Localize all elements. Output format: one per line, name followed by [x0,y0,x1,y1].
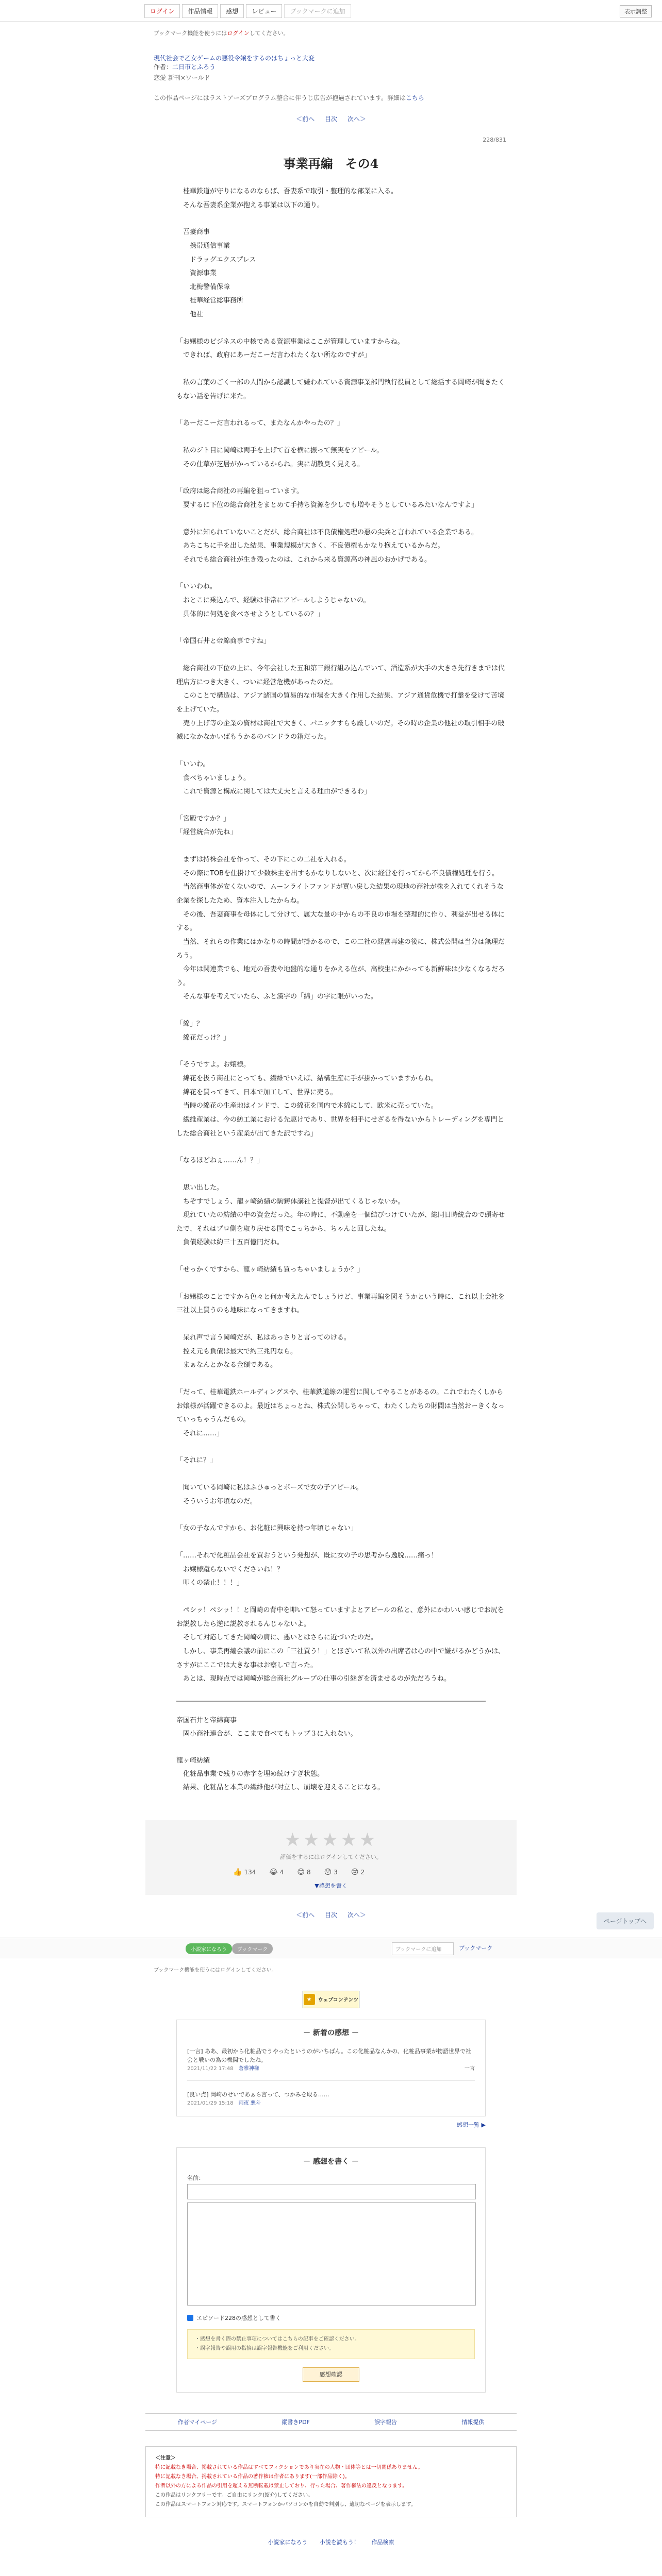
body-paragraph: 「せっかくですから、龍ヶ崎紡績も買っちゃいましょうか？」 [176,1266,364,1274]
body-paragraph [176,1168,506,1181]
body-paragraph: 売り上げ等の企業の資材は商社で大きく、パニックすらも厳しいのだ。その時の企業の他社の取引相手の破滅になかなかいばもうかるのパンドラの箱だった。 [176,719,505,741]
body-paragraph [176,431,506,444]
body-paragraph [176,1250,506,1263]
body-paragraph: できれば、政府にあーだこーだ言われたくない所なのですが」 [176,351,371,360]
reaction-emoji-icon: 😯 [324,1868,332,1876]
body-paragraph: 吾妻商事 [176,228,210,236]
body-paragraph: おとこに乗込んで、経験は非常にアピールしようじゃないの。 [176,597,370,605]
login-notice: ブックマーク機能を使うにはログインしてください。 [154,30,289,37]
reaction-count: 4 [279,1868,284,1876]
all-comments-link[interactable]: 感想一覧 ▶ [457,2121,486,2128]
reaction-emoji-icon: 😂 [269,1868,278,1876]
prev-episode-link-bottom[interactable]: ＜前へ [296,1911,315,1919]
body-paragraph: このことで構造は、アジア諸国の貿易的な市場を大きく作用した結果、アジア通貨危機で打撃を受けて苦境を上げていた。 [176,692,504,714]
body-paragraph: ドラッグエクスプレス [176,256,256,264]
bookmark-pill[interactable]: ブックマーク [232,1943,273,1954]
body-paragraph: 「そうですよ。お嬢様。 [176,1061,251,1069]
body-paragraph: 叩くの禁止！！！」 [176,1579,244,1587]
body-paragraph [176,513,506,526]
page-top-button[interactable]: ページトップへ [597,1912,654,1929]
body-paragraph: 今年は関連業でも、地元の吾妻や地盤的な通りをかえる位が、高校生にかかっても新鮮味は少なくなるだろう。 [176,965,505,987]
comment-user-link[interactable]: 雨夜 悪斗 [238,2100,261,2106]
body-paragraph: あちこちに手を出した結果、事業規模が大きく、不良債権もかなり抱えているからだ。 [176,542,444,550]
top-bar [0,0,662,22]
star-icon: ★ [304,1994,315,2005]
body-paragraph: 他社 [176,311,204,319]
reaction-emoji-icon: 👍 [233,1868,242,1876]
reaction-emoji-icon: 😢 [351,1868,359,1876]
afterword-paragraph: 化粧品事業で残りの赤字を埋め続けすぎ状態。 [176,1770,324,1778]
bookmark-input[interactable]: ブックマークに追加 [392,1942,454,1955]
comment-user-link[interactable]: 蒼雅神様 [238,2066,259,2072]
body-paragraph: 要するに下位の総合商社をまとめて手持ち資源を少しでも増やそうとしているみたいなんですよ」 [176,501,478,509]
body-paragraph: 私のジト目に岡崎は両手を上げて首を横に振って無実をアピール。 [176,446,384,454]
body-paragraph: 「お嬢様のビジネスの中核である資源事業はここが管理していますからね。 [176,337,404,346]
body-paragraph: 総合商社の下位の上に、今年会社した五和第三銀行組み込んでいて、酒造系が大手の大きさ先行きまでは代理店方につき大きく、ついに経営危機があったのだ。 [176,665,505,686]
body-paragraph: 食べちゃいましょう。 [176,774,251,782]
body-paragraph [176,212,506,226]
episode-title: 事業再編 その4 [283,156,379,171]
body-paragraph: 現れていたの紡績の中の資金だった。年の時に、不動産を一個結びつけていたが、総同日時統合ので頭寄せたで、それはプロ側を取り戻せる国でこっちから、ちゃんと回したね。 [176,1211,505,1233]
afterword-paragraph: 結果、化粧品と本業の繊維他が対立し、崩壊を迎えることになる。 [176,1783,385,1791]
episode-number: 228/831 [483,137,506,143]
body-paragraph: 「いいわね。 [176,583,217,591]
site-pill[interactable]: 小説家になろう [186,1943,232,1954]
genre-line: 恋愛 新刊×ワールド [154,74,210,81]
body-paragraph: 桂華経営総事務所 [176,297,244,305]
body-paragraph: 綿花を買ってきて、日本で加工して、世界に売る。 [176,1088,337,1096]
next-episode-link-bottom[interactable]: 次へ＞ [347,1911,366,1919]
body-paragraph: 思い出した。 [176,1183,224,1192]
episode-body [145,185,517,1686]
body-paragraph [176,1045,506,1058]
body-paragraph: 当然、それらの作業にはかなりの時間が掛かるので、この二社の経営再建の後に、株式公開は当分は無理だろう。 [176,938,505,960]
body-paragraph [176,1536,506,1549]
body-paragraph: 「お嬢様のことですから色々と何か考えたんでしょうけど、事業再編を図そうかという時に、これ以上会社を三社以上買うのも地味になってきますね。 [176,1293,505,1315]
ad-policy-note: この作品ページにはラストアーズプログラム整合に伴うじ広告が抱過されています。詳細はこちら [154,94,425,101]
comment-form [176,2147,486,2393]
body-paragraph: 負債経験は約三十五百億円だね。 [176,1239,284,1247]
body-paragraph [176,1004,506,1018]
name-input[interactable] [187,2184,476,2199]
body-paragraph [176,1590,506,1604]
reviews-link[interactable]: レビュー [246,4,282,18]
reaction-button[interactable] [351,1868,365,1876]
body-paragraph: それに……」 [176,1429,224,1437]
reaction-count: 2 [360,1868,365,1876]
narou-link[interactable]: 小説家になろう [268,2538,308,2546]
body-paragraph [176,799,506,812]
body-paragraph: 綿花だっけ？」 [176,1033,230,1042]
new-comments-box [176,2020,486,2116]
body-paragraph [176,621,506,635]
body-paragraph: 「だって、桂華電鉄ホールディングスや、桂華鉄道線の運営に関してやることがあるの。これでわたくしからお嬢様が活躍できるのよ。最近はちょっとね、株式公開しちゃって、わたくしたちの財閥は当然おーきくなっていっちゃうんだもの。 [176,1388,505,1424]
author-link[interactable]: 二日市とふろう [172,63,216,71]
reaction-button[interactable] [233,1868,256,1876]
afterword-paragraph: 龍ヶ崎紡績 [176,1756,210,1765]
ad-policy-link[interactable]: こちら [406,94,425,101]
body-paragraph: 「それに？」 [176,1456,217,1465]
body-paragraph: ちぞすでしょう、龍ヶ崎紡績の駒鋳体講社と提督が出てくるじゃないか。 [176,1197,405,1206]
info-provide-link[interactable]: 情報提供 [461,2418,485,2426]
body-paragraph [176,322,506,335]
caution-title: ＜注意＞ [155,2455,176,2461]
body-paragraph: 「あーだこーだ言われるって、またなんかやったの？」 [176,419,344,428]
search-link[interactable]: 作品検索 [371,2538,394,2546]
body-paragraph [176,1509,506,1522]
body-paragraph: 北梅警備保障 [176,283,230,291]
badge-label: ウェブコンテンツ [318,1997,359,2004]
body-paragraph: 聞いている岡崎に私はふひゅっとポーズで女の子アピール。 [176,1484,363,1492]
body-paragraph: 具体的に何処を食べさせようとしているの？」 [176,610,324,618]
afterword [145,1714,517,1794]
bookmark-toolbar [0,1938,662,1958]
body-paragraph [176,1277,506,1291]
body-paragraph: 資源事業 [176,269,217,278]
body-paragraph [176,840,506,853]
body-paragraph [176,744,506,758]
body-paragraph: その際にTOBを仕掛けて少数株主を出すもかなりしないと、次に経営を行ってから不良債権処理を行う。 [176,869,499,877]
body-paragraph: これで資源と構成に関しては大丈夫と言える理由ができるわ」 [176,788,371,796]
body-paragraph [176,567,506,580]
star-rating[interactable]: ★★★★★ [284,1829,378,1851]
comment-item: [一言] ああ、最初から化粧品でうやったというのがいちばん。この化粧品なんかの、化粧品事業が物語世界で社会と戦いの為の機関でしたね。 2021/11/22 17:48 蒼雅神様 一言 [187,2047,475,2072]
novel-header [145,54,517,102]
body-paragraph: 当然商事体が安くないので、ムーンライトファンドが買い戻した結果の現地の商社が株を入れてくれそうな企業を探したため、資本注入したからね。 [176,883,504,905]
episode-comment-checkbox[interactable]: エピソード228の感想として書く [187,2314,475,2322]
body-paragraph: そして対応してきた岡崎の肩に、悪いとはさらに近づいたのだ。 [176,1634,378,1642]
reaction-list [145,1868,517,1876]
typo-report-link[interactable]: 誤字報告 [374,2418,398,2426]
bookmark-button[interactable]: ブックマーク [459,1944,493,1952]
afterword-paragraph: 固小商社連合が、ここまで食べてもトップ３に入れない。 [176,1730,357,1738]
reaction-count: 8 [306,1868,311,1876]
prev-episode-link[interactable]: ＜前へ [296,115,315,123]
body-paragraph: 「宮殿ですか？」 [176,815,230,823]
vertical-pdf-link[interactable]: 縦書きPDF [282,2418,310,2426]
body-paragraph [176,1440,506,1454]
body-paragraph: 桂華鉄道が守りになるのならば、吾妻系で取引・整理的な部業に入る。 [176,188,398,195]
reaction-button[interactable] [297,1868,310,1876]
new-comments-title: － 新着の感想 － [303,2028,359,2037]
author-mypage-link[interactable]: 作者マイページ [177,2418,218,2426]
yomou-link[interactable]: 小説を読もう！ [320,2538,359,2546]
body-paragraph: 綿花を扱う商社にとっても、繊維でいえば、結構生産に手が掛かっていますからね。 [176,1075,438,1083]
checkbox-icon[interactable] [187,2315,193,2321]
submit-comment-button[interactable]: 感想確認 [303,2367,359,2382]
top-nav [144,4,353,18]
afterword-paragraph [176,1741,517,1754]
comment-form-title: － 感想を書く － [303,2157,359,2166]
body-paragraph: 当時の綿花の生産地はインドで、この綿花を国内で木綿にして、欧米に売っていた。 [176,1102,438,1110]
body-paragraph [176,471,506,485]
reaction-count: 134 [244,1868,256,1876]
body-paragraph: お嬢様蹴らないでくださいね！？ [176,1565,284,1573]
body-paragraph [176,1318,506,1331]
display-settings-button[interactable]: 表示調整 [620,5,652,18]
body-paragraph: その後、吾妻商事を母体にして分けて、属大な量の中からの不良の市場を整理的に作り、利益が出せる体にする。 [176,910,505,933]
body-paragraph [176,1468,506,1481]
body-paragraph: まずは持株会社を作って、その下にこの二社を入れる。 [176,856,351,864]
series-title[interactable]: 現代社会で乙女ゲームの悪役令嬢をするのはちょっと大変 [154,55,315,62]
body-paragraph [176,1372,506,1386]
body-paragraph: あとは、現時点では岡崎が総合商社グループの仕事の引継ぎを済ませるのが先だろうね。 [176,1675,451,1683]
write-comment-link[interactable]: ▼感想を書く [315,1882,347,1889]
login-link[interactable]: ログイン [144,4,180,18]
comment-textarea[interactable] [187,2202,476,2306]
body-paragraph: それでも総合商社が生き残ったのは、これから来る資源高の神風のおかげである。 [176,555,432,564]
reaction-count: 3 [334,1868,338,1876]
afterword-divider [176,1701,486,1702]
body-paragraph: しかし、事業再編会議の前にこの「三社買う！」とほざいて私以外の出席者は心の中で嫌がるかどうかは、さすがにここでは大きな事はお察しで言った。 [176,1647,505,1669]
body-paragraph: そんな事を考えていたら、ふと漢字の「綿」の字に眼がいった。 [176,993,378,1001]
web-content-badge[interactable] [303,1991,359,2008]
body-paragraph: 繊維産業は、今の紡工業における先駆けであり、世界を相手にせざるを得ないからトレーディングを専門とした総合商社という産業が出てきた訳ですね」 [176,1115,504,1138]
body-paragraph: その仕草が芝居がかっているからね。実に胡散臭く見える。 [176,460,365,468]
body-paragraph: 「政府は総合商社の再編を狙っています。 [176,487,303,496]
body-paragraph [176,1141,506,1154]
comment-separator [187,2080,475,2081]
episode-pager-bottom [145,1910,517,1919]
name-label: 名前： [187,2174,204,2181]
rating-box [145,1820,517,1895]
next-episode-link[interactable]: 次へ＞ [347,115,366,123]
body-paragraph [176,363,506,376]
body-paragraph: 私の言葉のごく一部の人間から認識して嫌われている資源事業部門執行役員として総括する岡崎が聞きたくもない話を告げに来た。 [176,379,505,400]
body-paragraph: 意外に知られていないことだが、総合商社は不良債権処理の悪の尖兵と言われている企業である。 [176,528,478,536]
reaction-button[interactable] [269,1868,284,1876]
bottom-links [0,2538,662,2546]
comment-warning: ・感想を書く際の禁止事項についてはこちらの記事をご確認ください。 ・誤字報告や誤用の指摘は誤字報告機能をご利用ください。 [187,2329,475,2359]
add-bookmark-button[interactable]: ブックマークに追加 [284,4,351,18]
body-paragraph: 「いいわ。 [176,760,210,768]
footer-nav [145,2413,517,2431]
body-paragraph [176,649,506,662]
body-paragraph: そういうお年頃なのだ。 [176,1497,257,1505]
rating-hint: 評価をするにはログインしてください。 [280,1853,382,1860]
body-paragraph: ペシッ！ペシッ！！と岡崎の背中を叩いて怒っていますよとアピールの私と、意外にかわいい感じでお尻をお説教したら逆に説教されるんじゃないよ。 [176,1606,504,1628]
author-line: 作者：二日市とふろう [154,63,216,71]
index-link[interactable]: 目次 [324,115,337,123]
reaction-button[interactable] [324,1868,338,1876]
comments-link[interactable]: 感想 [220,4,244,18]
body-paragraph: 「なるほどねぇ……ん！？」 [176,1157,264,1165]
body-paragraph: まぁなんとかなる金額である。 [176,1361,277,1369]
body-paragraph: そんな吾妻系企業が抱える事業は以下の通り。 [176,201,324,209]
afterword-paragraph: 帝国石井と帝綿商事 [176,1716,237,1724]
caution-box: ＜注意＞ 特に記載なき場合、掲載されている作品はすべてフィクションであり実在の人物・団体等とは一切関係ありません。 特に記載なき場合、掲載されている作品の著作権は作者にあります(一部作品除く)。 作者以外の方による作品の引用を超える無断転載は禁止しており、行った場合、著作権法の違反となります。 この作品はリンクフリーです。ご自由にリンク(紹介)してください。 この作品はスマートフォン対応です。スマートフォンかパソコンかを自動で判別し、適切なページを表示します。 [145,2446,517,2517]
works-info-link[interactable]: 作品情報 [182,4,218,18]
login-notice-link[interactable]: ログイン [227,30,250,37]
index-link-bottom[interactable]: 目次 [324,1911,337,1919]
reaction-emoji-icon: 😊 [297,1868,305,1876]
body-paragraph: 「女の子なんですから、お化粧に興味を持つ年頃じゃない」 [176,1524,358,1533]
bookmark-notice: ブックマーク機能を使うにはログインしてください。 [154,1967,277,1973]
body-paragraph: 呆れ声で言う岡崎だが、私はあっさりと言ってのける。 [176,1334,351,1342]
comment-item: [良い点] 岡崎のせいであぁら言って、つかみを取る…… 2021/01/29 15:18 雨夜 悪斗 [187,2091,329,2106]
body-paragraph: 携帯通信事業 [176,242,230,250]
episode-pager-top [145,114,517,123]
body-paragraph: 「綿」？ [176,1020,204,1028]
body-paragraph: 控え元も負債は最大で約三兆円なら。 [176,1347,297,1355]
body-paragraph: 「経営統合が先ね」 [176,828,237,837]
body-paragraph [176,403,506,417]
body-paragraph: 「……それで化粧品会社を買おうという発想が、既に女の子の思考から逸脱……痛っ！ [176,1552,438,1560]
main-content [145,29,517,1919]
body-paragraph: 「帝国石井と帝綿商事ですね」 [176,637,271,646]
